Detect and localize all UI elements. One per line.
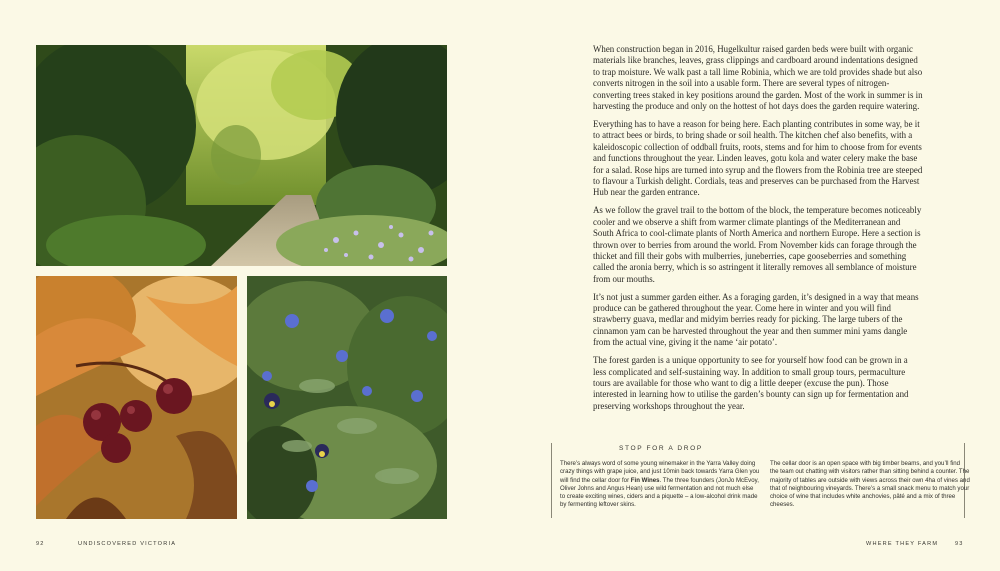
sidebar-title: STOP FOR A DROP (619, 445, 703, 452)
sidebar-text: There’s always word of some young winemaker in the Yarra Valley doing crazy things with grape juice, and just 10min back towards Yarra Glen you will find the cellar door for (560, 460, 760, 484)
right-page-number: 93 (955, 541, 964, 547)
right-running-head: WHERE THEY FARM (866, 541, 939, 547)
article-body (593, 44, 923, 419)
sidebar-column-2: The cellar door is an open space with big timber beams, and you’ll find the team out chatting with visitors rather than sitting behind a counter. The majority of tables are outside with views across their own 4ha of vines and that of neighbouring vineyards. There’s a small snack menu to match your choice of wine that includes white anchovies, pâté and a mix of three cheeses. (770, 460, 970, 509)
paragraph: When construction began in 2016, Hugelkultur raised garden beds were built with organic materials like branches, leaves, grass clippings and cardboard around indentations designed to trap moisture. We walk past a tall lime Robinia, which we are told provides shade but also converts nitrogen in the soil into a usable form. There are several types of nitrogen-converting trees staked in key positions around the garden. Most of the work in summer is in harvesting the produce and only on the hottest of hot days does the garden require watering. (593, 44, 923, 112)
left-page-number: 92 (36, 541, 45, 547)
paragraph: The forest garden is a unique opportunity to see for yourself how food can be grown in a less complicated and self-sustaining way. In addition to small group tours, permaculture tours are available for those who want to dig a little deeper (excuse the pun). Those interested in learning how to utilise the garden’s bounty can sign up for fermentation and preserving workshops throughout the year. (593, 355, 909, 411)
garden-path-photo (36, 45, 447, 266)
borage-flowers-photo (247, 276, 447, 519)
stop-for-a-drop-sidebar (551, 443, 970, 518)
sidebar-left-rule (551, 443, 552, 518)
paragraph: Everything has to have a reason for being here. Each planting contributes in some way, be it to attract bees or birds, to bring shade or soil health. The kitchen chef also benefits, with a kaleidoscopic collection of oddball fruits, roots, stems and for him to choose from for events and functions throughout the year. Linden leaves, gotu kola and water celery make the base for a salad. Rose hips are turned into syrup and the flowers from the Robinia tree are steeped to flavour a Turkish delight. Cordials, teas and preserves can be purchased from the Harvest Hub near the garden entrance. (593, 118, 923, 198)
paragraph: It’s not just a summer garden either. As a foraging garden, it’s designed in a way that means produce can be gathered throughout the year. Come here in winter and you will find strawberry guava, medlar and midyim berries ready for picking. The large tubers of the cinnamon yam can be harvested throughout the year and then summer mini yams dangle from the actual vine, giving it the name ‘air potato’. (593, 291, 919, 348)
left-running-head: UNDISCOVERED VICTORIA (78, 541, 177, 547)
sidebar-text: . The three founders (JonJo McEvoy, Oliver Johns and Angus Hean) use wild fermentation and not much else to create exciting wines, ciders and a piquette – a low-alcohol drink made by fermenting leftover skins. (560, 476, 759, 509)
winery-name: Fin Wines (630, 476, 660, 484)
berries-photo (36, 276, 237, 519)
paragraph: As we follow the gravel trail to the bottom of the block, the temperature becomes noticeably cooler and we observe a shift from warmer climate plantings of the Mediterranean and South Africa to cool-climate plants of North America and northern Europe. Here a section is thrown over to berries from around the world. From November kids can forage through the thicket and fill their gobs with mulberries, juneberries, cape gooseberries and something called the aronia berry, which is so astringent it literally removes all semblance of moisture from our mouths. (593, 205, 922, 284)
sidebar-column-1 (560, 460, 760, 510)
